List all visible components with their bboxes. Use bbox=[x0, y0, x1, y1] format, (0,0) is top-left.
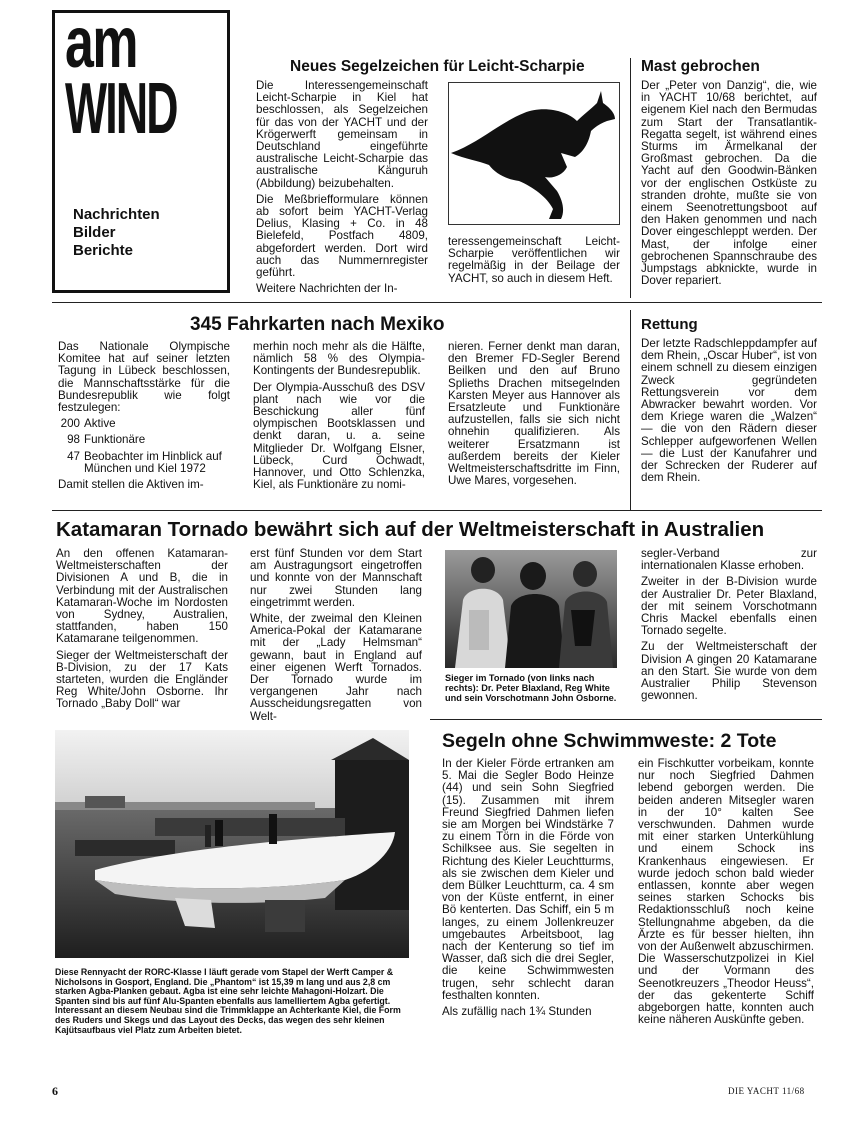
issue-label: DIE YACHT 11/68 bbox=[728, 1086, 805, 1096]
article6-paragraph: Als zufällig nach 1¾ Stunden bbox=[442, 1005, 592, 1019]
article5-paragraph: segler-Verband zur internationalen Klasse erhoben. bbox=[641, 547, 817, 573]
article3-heading: 345 Fahrkarten nach Mexiko bbox=[190, 314, 445, 335]
masthead-subtitle-line: Nachrichten bbox=[73, 206, 160, 223]
masthead bbox=[52, 3, 230, 293]
article3-intro: Das Nationale Olympische Komitee hat auf seiner letzten Tagung in Lübeck beschlossen, die Mannschaftsstärke für die Bundesrepublik wie folgt festzulegen: bbox=[58, 340, 230, 415]
phantom-launch-photo bbox=[55, 730, 409, 958]
article3-col2 bbox=[253, 341, 425, 495]
article6-col2: ein Fischkutter vorbeikam, konnte nur noch Siegfried Dahmen lebend geborgen werden. Die beiden anderen Mitsegler waren in der 10° kalten See verschwunden. Dahmen wurde mit einer starken Unterkühlung und einem Schock ins Krankenhaus eingewiesen. Er wurde jedoch schon bald wieder entlassen, konnte aber wegen seines starken Schocks bis Redaktionsschluß noch keine Stellungnahme abgeben, da die Ärzte es für besser hielten, ihn von der Außenwelt abzuschirmen. Die Wasserschutzpolizei in Kiel und der Vormann des Seenotkreuzers „Theodor Heuss“, der das gekenterte Schiff abgeborgen hatte, konnten auch keine näheren Auskünfte geben. bbox=[638, 757, 814, 1027]
masthead-title-am: am bbox=[65, 3, 138, 83]
masthead-subtitle bbox=[73, 206, 160, 260]
list-item bbox=[58, 418, 230, 430]
article5-paragraph: erst fünf Stunden vor dem Start am Austragungsort eingetroffen und konnte von der Mannschaft nur zwei Stunden lang eingetrimmt werden. bbox=[250, 547, 422, 609]
article6-col1 bbox=[442, 758, 614, 1022]
article5-paragraph: White, der zweimal den Kleinen America-Pokal der Katamarane mit der „Lady Helmsman“ gewann, baut in England auf einer eigenen Werft Tornados. Der Tornado wurde im vergangenen Jahr nach Ausscheidungsregatten von Welt- bbox=[250, 612, 422, 723]
kangaroo-figure bbox=[448, 82, 620, 225]
article2-text: Der „Peter von Danzig“, die, wie in YACHT 10/68 berichtet, auf eigenem Kiel nach den Bermudas zum Start der Transatlantik-Regatta segelt, ist während eines Sturms im Ärmelkanal der Großmast gebrochen. Da die Yacht auf den Goodwin-Bänken vor der englischen Ostküste zu stranden drohte, mußte sie von einem Seenotrettungsboot auf den Haken genommen und nach Dover eingeschleppt werden. Der Mast, der infolge einer gebrochenen Spannschraube des Jumpstags abknickte, wurde in Dover repariert. bbox=[641, 79, 817, 288]
article3-col3: nieren. Ferner denkt man daran, den Bremer FD-Segler Berend Beilken und den auf Bruno Splieths Drachen mitsegelnden Karsten Meyer aus Hannover als Ersatzleute und Funktionäre aufzustellen, falls sie sich nicht ohnehin qualifizieren. Als weiterer Ersatzmann ist außerdem bereits der Kieler Weltmeisterschaftsdritte im Finn, Uwe Mares, vorgesehen. bbox=[448, 340, 620, 488]
masthead-title-wind: WIND bbox=[65, 69, 177, 149]
article5-paragraph: Zweiter in der B-Division wurde der Australier Dr. Peter Blaxland, der mit seinem Vorschotmann Chris Mackel ebenfalls einen Tornado segelte. bbox=[641, 575, 817, 638]
article5-col1 bbox=[56, 548, 228, 715]
list-number: 200 bbox=[60, 417, 80, 431]
article1-paragraph: Die Interessengemeinschaft Leicht-Scharpie in Kiel hat beschlossen, als Segelzeichen für das von der YACHT und der Krögerwerft gemeinsam in Deutschland eingeführte australische Leicht-Scharpie das australische Känguruh (Abbildung) beizubehalten. bbox=[256, 79, 428, 190]
article5-col4 bbox=[641, 548, 817, 706]
list-text: Funktionäre bbox=[84, 433, 146, 447]
masthead-subtitle-line: Bilder bbox=[73, 224, 116, 241]
tornado-winners-photo bbox=[445, 550, 617, 668]
kangaroo-icon bbox=[449, 83, 619, 224]
list-number: 47 bbox=[67, 449, 80, 463]
article5-col2 bbox=[250, 548, 422, 727]
article5-paragraph: Zu der Weltmeisterschaft der Division A gingen 20 Katamarane an den Start. Sie wurde von dem Australier Philip Stevenson gewonnen. bbox=[641, 640, 817, 703]
article3-col1 bbox=[58, 341, 230, 495]
article1-paragraph: Die Meßbriefformulare können ab sofort beim YACHT-Verlag Delius, Klasing + Co. in 48 Bielefeld, Postfach 4809, abgefordert werden. Dort wird auch das Nummernregister geführt. bbox=[256, 192, 428, 280]
article5-paragraph: An den offenen Katamaran-Weltmeisterschaften der Divisionen A und B, die in Verbindung mit der Australischen Katamaran-Woche im Nordosten von Sydney, Australien, stattfanden, haben 150 Katamarane teilgenommen. bbox=[56, 547, 228, 646]
article1-heading: Neues Segelzeichen für Leicht-Scharpie bbox=[290, 58, 585, 75]
list-item bbox=[58, 434, 230, 446]
article5-paragraph: Sieger der Weltmeisterschaft der B-Division, zu der 17 Kats starteten, wurden die Engländer Reg White/John Osborne. Ihr Tornado „Baby Doll“ war bbox=[56, 648, 228, 711]
article6-heading: Segeln ohne Schwimmweste: 2 Tote bbox=[442, 730, 777, 752]
list-text: Aktive bbox=[84, 417, 116, 431]
article3-outro: Damit stellen die Aktiven im- bbox=[58, 478, 204, 492]
article1-col1 bbox=[256, 80, 428, 299]
page-number: 6 bbox=[52, 1084, 59, 1098]
article1-paragraph: Weitere Nachrichten der In- bbox=[256, 282, 398, 296]
tornado-photo-caption: Sieger im Tornado (von links nach rechts): Dr. Peter Blaxland, Reg White und sein Vorschotmann John Osborne. bbox=[445, 673, 617, 703]
article4-heading: Rettung bbox=[641, 316, 698, 333]
list-item bbox=[58, 451, 230, 475]
phantom-photo-caption: Diese Rennyacht der RORC-Klasse I läuft gerade vom Stapel der Werft Camper & Nicholsons in Gosport, England. Die „Phantom“ ist 15,39 m lang und aus 2,8 cm starken Agba-Planken gebaut. Agba ist eine sehr leichte Mahagoni-Holzart. Die Spanten sind bis auf fünf Alu-Spanten ebenfalls aus lamelliertem Agba gefertigt. Interessant an diesem Neubau sind die Trimmklappe an Achterkante Kiel, die Form des Ruders und Skegs und das Layout des Decks, das wegen des sehr kleinen Kajütsaufbaus viel Platz zum Arbeiten bietet. bbox=[55, 967, 401, 1035]
photo-image bbox=[445, 550, 617, 668]
article6-paragraph: In der Kieler Förde ertranken am 5. Mai die Segler Bodo Heinze (44) und sein Sohn Siegfried (15). Zusammen mit ihrem Freund Siegfried Dahmen liefen sie am Morgen bei Windstärke 7 zu einem Törn in die Förde von Schilksee aus. Sie segelten in Richtung des Kieler Leuchtturms, als sie zwischen dem Kieler und dem Bülker Leuchtturm, ca. 4 sm von der Küste entfernt, in einer Bö kenterten. Das Schiff, ein 5 m langes, zu einem Jollenkreuzer umgebautes Arbeitsboot, lag nach der Kenterung so tief im Wasser, daß sich die drei Segler, die keine Schwimmwesten trugen, sehr schlecht daran festhalten konnten. bbox=[442, 757, 614, 1002]
article4-text: Der letzte Radschleppdampfer auf dem Rhein, „Oscar Huber“, ist von einem schnell zu diesem einzigen Zweck gegründeten Rettungsverein vor dem Abwracker bewahrt worden. Vor dem Kriege waren die „Walzen“ — die von den Rädern dieser Schlepper aufgeworfenen Wellen — die Lust der Kanufahrer und der Schrecken der Ruderer auf dem Rhein. bbox=[641, 337, 817, 485]
masthead-subtitle-line: Berichte bbox=[73, 242, 134, 259]
article1-col2: teressengemeinschaft Leicht-Scharpie veröffentlichen wir regelmäßig in der Beilage der YACHT, so auch in diesem Heft. bbox=[448, 235, 620, 285]
list-number: 98 bbox=[67, 433, 80, 447]
article3-paragraph: Der Olympia-Ausschuß des DSV plant nach wie vor die Beschickung aller fünf olympischen Bootsklassen und denkt daran, u. a. seine Mitglieder Dr. Wolfgang Elsner, Lübeck, Curd Ochwadt, Hannover, und Otto Schlenzka, Kiel, als Funktionäre zu nomi- bbox=[253, 380, 425, 492]
article2-heading: Mast gebrochen bbox=[641, 58, 760, 75]
article3-paragraph: merhin noch mehr als die Hälfte, nämlich 58 % des Olympia-Kontingents der Bundesrepublik. bbox=[253, 340, 425, 378]
photo-image bbox=[55, 730, 409, 958]
list-text: Beobachter im Hinblick auf München und Kiel 1972 bbox=[84, 449, 222, 475]
article5-heading: Katamaran Tornado bewährt sich auf der Weltmeisterschaft in Australien bbox=[56, 518, 765, 541]
